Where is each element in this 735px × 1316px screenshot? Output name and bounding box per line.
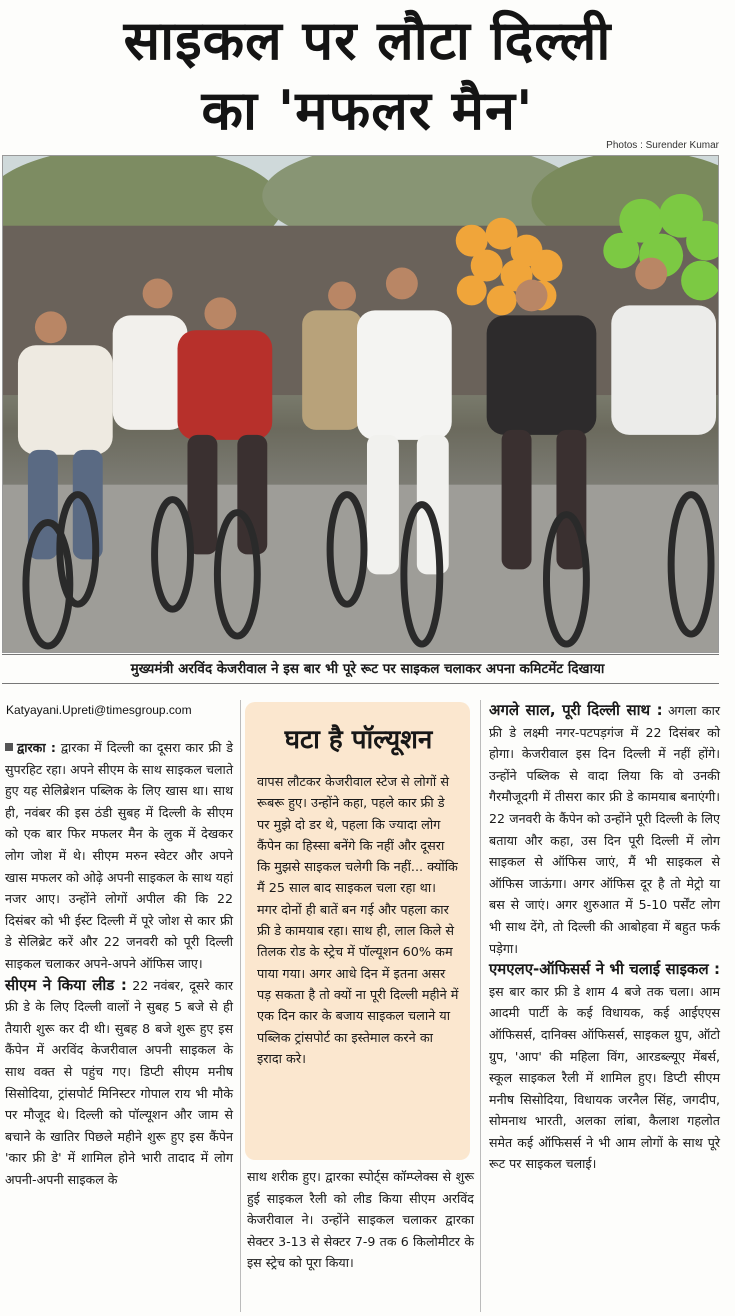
photo-bottom-rule xyxy=(2,654,719,655)
photo-credit: Photos : Surender Kumar xyxy=(606,140,719,151)
column-divider-1 xyxy=(240,700,241,1312)
article-column-2-continued: साथ शरीक हुए। द्वारका स्पोर्ट्स कॉम्प्लेक्स से शुरू हुई साइकल रैली को लीड किया सीएम अरविंद केजरीवाल ने। उन्होंने साइकल चलाकर द्वारका सेक्टर 3-13 से सेक्टर 7-9 तक 6 किलोमीटर के इस स्ट्रेच को पूरा किया। xyxy=(247,1169,474,1271)
sidebar-box-pollution xyxy=(245,702,470,1160)
subhead-next-year: अगले साल, पूरी दिल्ली साथ : xyxy=(489,701,663,719)
cycle-rally-illustration xyxy=(3,156,718,652)
article-column-1 xyxy=(5,737,233,1190)
column1-paragraph-1: द्वारका में दिल्ली का दूसरा कार फ्री डे सुपरहिट रहा। अपने सीएम के साथ साइकल चलाते हुए यह सेलिब्रेशन पब्लिक के लिए खास था। साथ ही, नवंबर की इस ठंडी सुबह में दिल्ली के सीएम को एक बार फिर मफलर मैन के लुक में देखकर लोग जोश में थे। सीएम मरुन स्वेटर और अपने खास मफलर को ओढ़े अपनी साइकल के साथ यहां नजर आए। उन्होंने लोगों अपील की कि 22 दिसंबर को भी ईस्ट दिल्ली में पूरे जोश से कार फ्री डे सेलिब्रेट करें और 22 जनवरी को पूरी दिल्ली साइकल चलाकर अपने-अपने ऑफिस जाए। xyxy=(5,740,233,971)
dateline: द्वारका : xyxy=(17,740,56,755)
photo-caption: मुख्यमंत्री अरविंद केजरीवाल ने इस बार भी पूरे रूट पर साइकल चलाकर अपना कमिटमेंट दिखाया xyxy=(130,661,605,677)
column1-paragraph-2: 22 नवंबर, दूसरे कार फ्री डे के लिए दिल्ली वालों ने सुबह 5 बजे से ही तैयारी शुरू कर दी थी। सुबह 8 बजे शुरू हुए इस कैंपेन में अरविंद केजरीवाल अपनी साइकल के साथ वक्त से पहुंच गए। डिप्टी सीएम मनीष सिसोदिया, ट्रांसपोर्ट मिनिस्टर गोपाल राय भी मौके पर मौजूद थे। दिल्ली को पॉल्यूशन और जाम से बचाने के खातिर पिछले महीने शुरू हुए इस कैंपेन 'कार फ्री डे' में शामिल होने भारी तादाद में लोग अपनी-अपनी साइकल के xyxy=(5,977,233,1187)
article-column-3 xyxy=(489,700,720,1175)
subhead-cm-lead: सीएम ने किया लीड : xyxy=(5,975,127,994)
subhead-mla-officers: एमएलए-ऑफिसर्स ने भी चलाई साइकल : xyxy=(489,960,720,979)
box-title: घटा है पॉल्यूशन xyxy=(284,725,433,755)
headline-line-2: का 'मफलर मैन' xyxy=(201,79,534,142)
headline-line-1: साइकल पर लौटा दिल्ली xyxy=(123,9,612,72)
square-bullet-icon xyxy=(5,743,13,751)
news-photo-cyclists xyxy=(2,155,719,653)
byline: Katyayani.Upreti@timesgroup.com xyxy=(6,703,192,717)
box-text: वापस लौटकर केजरीवाल स्टेज से लोगों से रूबरू हुए। उन्होंने कहा, पहले कार फ्री डे पर मुझे दो डर थे, पहला कि ज्यादा लोग कैंपेन का हिस्सा बनेंगे कि नहीं और दूसरा कि मुझसे साइकल चलेगी कि नहीं... क्योंकि मैं 25 साल बाद साइकल चला रहा था। मगर दोनों ही बातें बन गई और पहला कार फ्री डे कामयाब रहा। साथ ही, लाल किले से तिलक रोड के स्ट्रेच में पॉल्यूशन 60% कम पाया गया। अगर आधे दिन में इतना असर पड़ सकता है तो क्यों ना पूरी दिल्ली महीने में एक दिन कार के बजाय साइकल चलाने या पब्लिक ट्रांसपोर्ट का इस्तेमाल करने का इरादा करे। xyxy=(257,775,459,1067)
column3-paragraph-1: अगला कार फ्री डे लक्ष्मी नगर-पटपड़गंज में 22 दिसंबर को होगा। केजरीवाल इस दिन दिल्ली में नहीं होंगे। उन्होंने पब्लिक से वादा लिया कि वो उनकी गैरमौजूदगी में तीसरा कार फ्री डे कामयाब बनाएंगी। 22 जनवरी के कैंपेन को उन्होंने पूरी दिल्ली के लिए बताया और कहा, उस दिन पूरी दिल्ली में लोग साइकल से ऑफिस जाएं, मैं भी साइकल से ऑफिस जाऊंगा। अगर ऑफिस दूर है तो मेट्रो या बस से जाएं। अगर शुरुआत में 5-10 पर्सेंट लोग भी साथ देंगे, तो दिल्ली की आबोहवा में बहुत फर्क पड़ेगा। xyxy=(489,703,720,956)
headline xyxy=(0,0,735,152)
column3-paragraph-2: इस बार कार फ्री डे शाम 4 बजे तक चला। आम आदमी पार्टी के कई विधायक, कई आईएएस ऑफिसर्स, दानिक्स ऑफिसर्स, साइकल ग्रुप, ऑटो ग्रुप, 'आप' की महिला विंग, आरडब्ल्यूए मेंबर्स, स्कूल साइकल रैली में शामिल हुए। डिप्टी सीएम मनीष सिसोदिया, विधायक जरनैल सिंह, जगदीप, सोमनाथ भारती, अलका लांबा, कैलाश गहलोत समेत कई ऑफिसर्स ने भी आम लोगों के साथ पूरे रूट पर साइकल चलाई। xyxy=(489,983,720,1172)
column-divider-2 xyxy=(480,700,481,1312)
caption-rule xyxy=(2,683,719,684)
